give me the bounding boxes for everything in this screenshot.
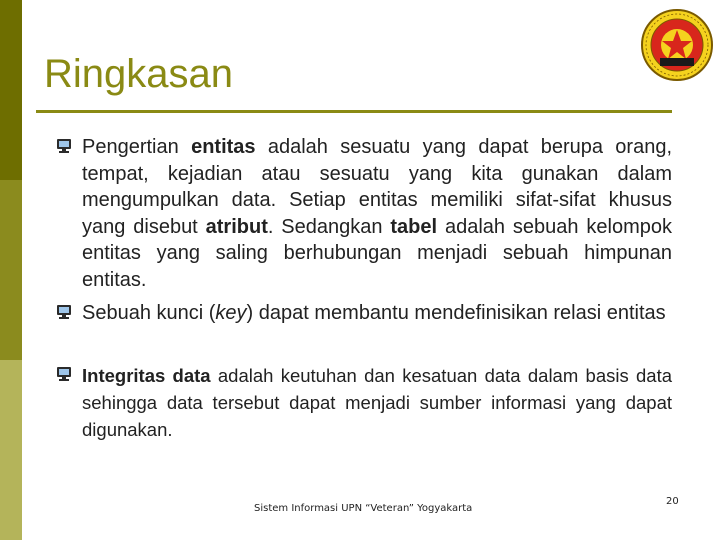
page-number: 20 bbox=[666, 496, 679, 507]
bullet-text: Pengertian entitas adalah sesuatu yang dapat berupa orang, tempat, kejadian atau sesuatu yang kita gunakan dalam mengumpulkan data. Setiap entitas memiliki sifat-sifat khusus yang disebut atribut. Sedangkan tabel adalah sebuah kelompok entitas yang saling berhubungan menjadi sebuah himpunan entitas. bbox=[82, 136, 673, 291]
footer-text: Sistem Informasi UPN “Veteran” Yogyakarta bbox=[254, 503, 473, 514]
monitor-icon bbox=[56, 304, 72, 320]
title-divider bbox=[36, 110, 672, 113]
bullet-text: Sebuah kunci (key) dapat membantu mendefinisikan relasi entitas bbox=[82, 302, 666, 324]
bullet-kunci bbox=[56, 300, 672, 327]
monitor-icon bbox=[56, 366, 72, 382]
monitor-icon bbox=[56, 138, 72, 154]
upn-logo bbox=[640, 8, 714, 82]
bullet-integritas bbox=[56, 362, 672, 443]
bullet-entitas bbox=[56, 134, 672, 293]
sidebar-bar bbox=[0, 0, 22, 540]
slide-title: Ringkasan bbox=[44, 52, 234, 96]
bullet-text: Integritas data adalah keutuhan dan kesatuan data dalam basis data sehingga data tersebut dapat menjadi sumber informasi yang dapat digunakan. bbox=[82, 365, 672, 440]
